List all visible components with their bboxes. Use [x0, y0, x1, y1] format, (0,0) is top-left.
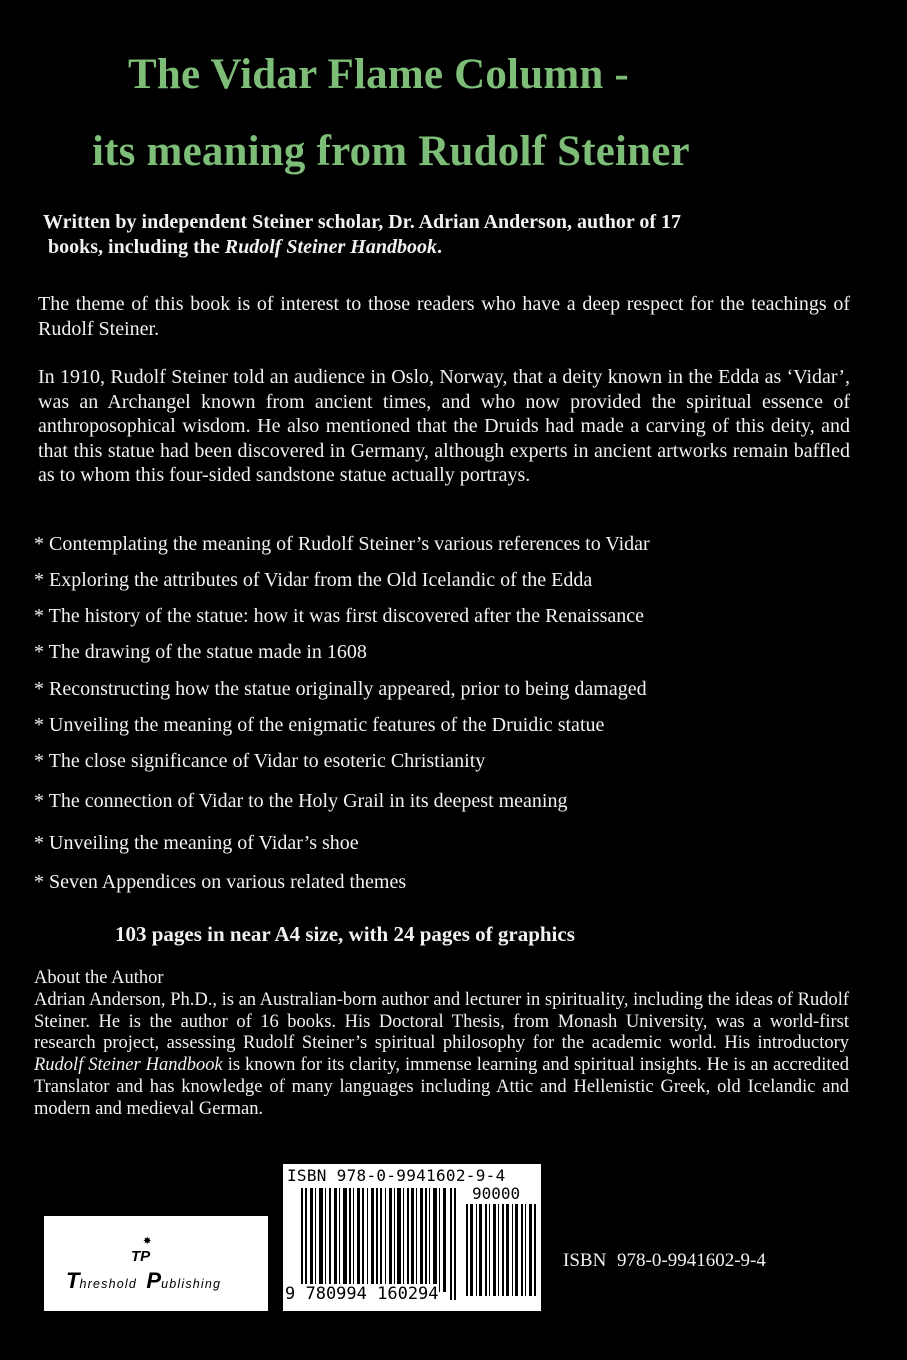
publisher-logo: [44, 1216, 268, 1311]
author-byline: [43, 210, 843, 260]
bullet-item: * The history of the statue: how it was first discovered after the Renaissance: [34, 605, 645, 627]
bullet-item: * Contemplating the meaning of Rudolf Steiner’s various references to Vidar: [34, 533, 650, 555]
addon-barcode-bars-icon: [466, 1204, 536, 1296]
bullet-item: * The close significance of Vidar to esoteric Christianity: [34, 750, 486, 772]
handbook-title: Rudolf Steiner Handbook: [224, 236, 437, 258]
about-author: [34, 968, 849, 1121]
bullet-item: * Reconstructing how the statue originally appeared, prior to being damaged: [34, 678, 647, 700]
bullet-item: * Seven Appendices on various related themes: [34, 871, 407, 893]
title-line-1: The Vidar Flame Column -: [128, 51, 629, 98]
star-icon: ✸: [143, 1236, 152, 1247]
bullet-item: * Exploring the attributes of Vidar from the Old Icelandic of the Edda: [34, 569, 593, 591]
barcode-price-code: 90000: [472, 1184, 521, 1203]
isbn-text: ISBN 978-0-9941602-9-4: [563, 1250, 766, 1271]
isbn-barcode: [283, 1164, 541, 1311]
publisher-monogram: TP: [131, 1248, 151, 1265]
intro-paragraph: The theme of this book is of interest to those readers who have a deep respect for the teachings of Rudolf Steiner.: [38, 293, 850, 340]
publisher-name: Threshold Publishing: [66, 1268, 222, 1293]
barcode-isbn-label: ISBN 978-0-9941602-9-4: [287, 1166, 506, 1185]
bullet-item: * Unveiling the meaning of Vidar’s shoe: [34, 832, 359, 854]
bullet-item: * The connection of Vidar to the Holy Grail in its deepest meaning: [34, 790, 568, 812]
about-heading: About the Author: [34, 968, 164, 988]
title-line-2: its meaning from Rudolf Steiner: [92, 128, 690, 175]
page-count-note: 103 pages in near A4 size, with 24 pages of graphics: [115, 922, 575, 946]
byline-line-1: Written by independent Steiner scholar, Dr. Adrian Anderson, author of 17: [43, 211, 682, 233]
bullet-item: * The drawing of the statue made in 1608: [34, 641, 367, 663]
about-text: Adrian Anderson, Ph.D., is an Australian-born author and lecturer in spirituality, including the ideas of Rudolf Steiner. He is the author of 16 books. His Doctoral Thesis, from Monash University, was a world-first research project, assessing Rudolf Steiner’s spiritual philosophy for the academic world. His introductory Rudolf Steiner Handbook is known for its clarity, immense learning and spiritual insights. He is an accredited Translator and has knowledge of many languages including Attic and Hellenistic Greek, old Icelandic and modern and medieval German.: [34, 989, 850, 1119]
bullet-item: * Unveiling the meaning of the enigmatic features of the Druidic statue: [34, 714, 605, 736]
byline-line-2: books, including the Rudolf Steiner Handbook.: [48, 236, 442, 258]
background-paragraph: In 1910, Rudolf Steiner told an audience in Oslo, Norway, that a deity known in the Edda as ‘Vidar’, was an Archangel known from ancient times, and who now provided the spiritual essence of anthroposophical wisdom. He also mentioned that the Druids had made a carving of this deity, and that this statue had been discovered in Germany, although experts in ancient artworks remain baffled as to whom this four-sided sandstone statue actually portrays.: [38, 366, 850, 486]
handbook-title: Rudolf Steiner Handbook: [34, 1055, 223, 1076]
barcode-ean-digits: 9 780994 160294: [285, 1284, 439, 1304]
